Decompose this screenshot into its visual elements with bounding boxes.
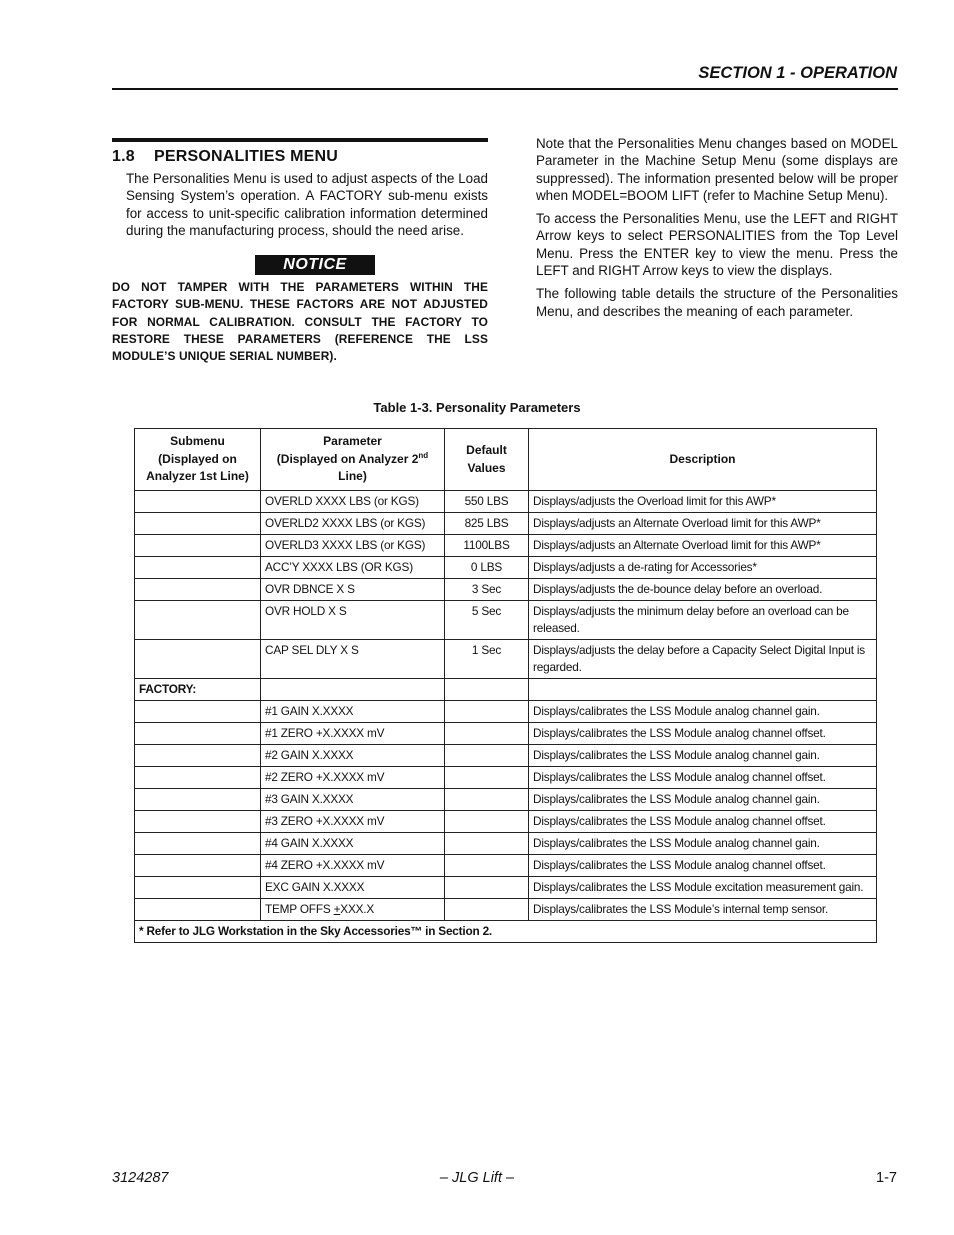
plus-minus-symbol: + xyxy=(333,902,341,916)
cell-submenu xyxy=(135,899,261,921)
footer-brand: – JLG Lift – xyxy=(439,1170,515,1186)
notice-banner xyxy=(112,255,488,275)
cell-description: Displays/adjusts the minimum delay before an overload can be released. xyxy=(529,601,877,640)
section-title xyxy=(112,148,488,166)
header-default: Default Values xyxy=(445,429,529,491)
cell-default: 1 Sec xyxy=(445,640,529,679)
right-paragraph: Note that the Personalities Menu changes based on MODEL Parameter in the Machine Setup Menu (some displays are suppressed). The information presented below will be proper when MODEL=BOOM LIFT (refer to Machine Setup Menu). xyxy=(536,136,898,203)
cell-submenu xyxy=(135,767,261,789)
cell-parameter xyxy=(261,679,445,701)
cell-parameter: #2 GAIN X.XXXX xyxy=(261,745,445,767)
cell-default: 5 Sec xyxy=(445,601,529,640)
cell-default xyxy=(445,745,529,767)
notice-text: DO NOT TAMPER WITH THE PARAMETERS WITHIN THE FACTORY SUB-MENU. THESE FACTORS ARE NOT ADJUSTED FOR NORMAL CALIBRATION. CONSULT THE FACTORY TO RESTORE THESE PARAMETERS (REFERENCE THE LSS MODULE’S UNIQUE SERIAL NUMBER). xyxy=(112,280,488,363)
cell-default xyxy=(445,855,529,877)
cell-description: Displays/calibrates the LSS Module analog channel gain. xyxy=(529,789,877,811)
table-row xyxy=(135,789,877,811)
cell-description: Displays/adjusts the delay before a Capacity Select Digital Input is regarded. xyxy=(529,640,877,679)
cell-submenu xyxy=(135,855,261,877)
table-row xyxy=(135,601,877,640)
left-column xyxy=(112,138,488,365)
cell-description: Displays/calibrates the LSS Module analog channel gain. xyxy=(529,701,877,723)
right-paragraph: To access the Personalities Menu, use the LEFT and RIGHT Arrow keys to select PERSONALITIES from the Top Level Menu. Press the ENTER key to view the menu. Press the LEFT and RIGHT Arrow keys to view the displays. xyxy=(536,211,898,279)
cell-default xyxy=(445,679,529,701)
cell-parameter: #1 GAIN X.XXXX xyxy=(261,701,445,723)
cell-submenu xyxy=(135,745,261,767)
cell-description: Displays/adjusts the Overload limit for this AWP* xyxy=(529,491,877,513)
cell-description: Displays/adjusts the de-bounce delay before an overload. xyxy=(529,579,877,601)
cell-parameter: OVR DBNCE X S xyxy=(261,579,445,601)
table-row xyxy=(135,723,877,745)
cell-description: Displays/adjusts an Alternate Overload limit for this AWP* xyxy=(529,513,877,535)
table-row xyxy=(135,811,877,833)
cell-submenu xyxy=(135,723,261,745)
header-description: Description xyxy=(529,429,877,491)
footer-doc-number: 3124287 xyxy=(112,1170,169,1186)
notice-badge: NOTICE xyxy=(255,255,374,275)
section-title-rule xyxy=(112,138,488,142)
cell-submenu xyxy=(135,833,261,855)
cell-default xyxy=(445,877,529,899)
header-parameter-line2: (Displayed on Analyzer 2 xyxy=(276,451,419,466)
section-header: SECTION 1 - OPERATION xyxy=(698,64,897,82)
table-row xyxy=(135,491,877,513)
table-row xyxy=(135,877,877,899)
cell-description: Displays/calibrates the LSS Module analog channel offset. xyxy=(529,767,877,789)
section-number: 1.8 xyxy=(112,148,135,165)
table-row xyxy=(135,513,877,535)
cell-default: 1100LBS xyxy=(445,535,529,557)
cell-default: 825 LBS xyxy=(445,513,529,535)
cell-description: Displays/calibrates the LSS Module analog channel offset. xyxy=(529,723,877,745)
cell-parameter: #4 GAIN X.XXXX xyxy=(261,833,445,855)
cell-parameter: CAP SEL DLY X S xyxy=(261,640,445,679)
cell-parameter: OVERLD3 XXXX LBS (or KGS) xyxy=(261,535,445,557)
cell-parameter: ACC’Y XXXX LBS (OR KGS) xyxy=(261,557,445,579)
cell-parameter: #2 ZERO +X.XXXX mV xyxy=(261,767,445,789)
cell-default xyxy=(445,833,529,855)
cell-description: Displays/adjusts a de-rating for Accessories* xyxy=(529,557,877,579)
cell-default: 0 LBS xyxy=(445,557,529,579)
table-row xyxy=(135,833,877,855)
cell-parameter: #3 ZERO +X.XXXX mV xyxy=(261,811,445,833)
table-row xyxy=(135,557,877,579)
table-row xyxy=(135,745,877,767)
cell-parameter: #1 ZERO +X.XXXX mV xyxy=(261,723,445,745)
cell-parameter: #3 GAIN X.XXXX xyxy=(261,789,445,811)
cell-description: Displays/adjusts an Alternate Overload limit for this AWP* xyxy=(529,535,877,557)
table-caption: Table 1-3. Personality Parameters xyxy=(373,400,581,415)
cell-default xyxy=(445,811,529,833)
cell-description: Displays/calibrates the LSS Module excitation measurement gain. xyxy=(529,877,877,899)
cell-submenu xyxy=(135,513,261,535)
cell-default xyxy=(445,899,529,921)
table-row xyxy=(135,855,877,877)
cell-parameter xyxy=(261,899,445,921)
table-row xyxy=(135,701,877,723)
table-row xyxy=(135,535,877,557)
table-row-factory xyxy=(135,679,877,701)
cell-description: Displays/calibrates the LSS Module’s internal temp sensor. xyxy=(529,899,877,921)
right-column xyxy=(536,135,898,326)
cell-description xyxy=(529,679,877,701)
cell-description: Displays/calibrates the LSS Module analog channel offset. xyxy=(529,855,877,877)
cell-submenu xyxy=(135,640,261,679)
cell-default: 3 Sec xyxy=(445,579,529,601)
cell-description: Displays/calibrates the LSS Module analog channel offset. xyxy=(529,811,877,833)
cell-submenu xyxy=(135,557,261,579)
cell-parameter: #4 ZERO +X.XXXX mV xyxy=(261,855,445,877)
header-parameter-line3: Line) xyxy=(338,469,367,484)
table-row-temp xyxy=(135,899,877,921)
footer-page-number: 1-7 xyxy=(876,1170,897,1186)
cell-default xyxy=(445,767,529,789)
cell-submenu xyxy=(135,491,261,513)
cell-parameter: OVERLD XXXX LBS (or KGS) xyxy=(261,491,445,513)
header-rule xyxy=(112,88,898,90)
cell-submenu xyxy=(135,789,261,811)
header-parameter-line1: Parameter xyxy=(323,434,382,449)
cell-submenu xyxy=(135,811,261,833)
temp-param-suffix: XXX.X xyxy=(340,902,375,916)
cell-submenu xyxy=(135,701,261,723)
table-footnote-row xyxy=(135,921,877,943)
table-header-row xyxy=(135,429,877,491)
header-parameter-sup: nd xyxy=(418,450,429,460)
cell-default: 550 LBS xyxy=(445,491,529,513)
cell-default xyxy=(445,701,529,723)
right-paragraph: The following table details the structure of the Personalities Menu, and describes the meaning of each parameter. xyxy=(536,286,898,319)
cell-description: Displays/calibrates the LSS Module analog channel gain. xyxy=(529,833,877,855)
header-submenu: Submenu (Displayed on Analyzer 1st Line) xyxy=(135,429,261,491)
cell-submenu-factory: FACTORY: xyxy=(135,679,261,701)
personality-parameters-table xyxy=(134,428,877,943)
cell-submenu xyxy=(135,579,261,601)
cell-parameter: OVR HOLD X S xyxy=(261,601,445,640)
temp-param-prefix: TEMP OFFS xyxy=(265,902,334,916)
cell-default xyxy=(445,789,529,811)
table-row xyxy=(135,640,877,679)
cell-submenu xyxy=(135,601,261,640)
table-footnote: * Refer to JLG Workstation in the Sky Accessories™ in Section 2. xyxy=(135,921,877,943)
section-title-text: PERSONALITIES MENU xyxy=(154,148,339,165)
cell-description: Displays/calibrates the LSS Module analog channel gain. xyxy=(529,745,877,767)
cell-parameter: EXC GAIN X.XXXX xyxy=(261,877,445,899)
table-row xyxy=(135,579,877,601)
cell-submenu xyxy=(135,535,261,557)
cell-default xyxy=(445,723,529,745)
table-row xyxy=(135,767,877,789)
cell-parameter: OVERLD2 XXXX LBS (or KGS) xyxy=(261,513,445,535)
header-parameter xyxy=(261,429,445,491)
cell-submenu xyxy=(135,877,261,899)
intro-paragraph: The Personalities Menu is used to adjust aspects of the Load Sensing System’s operation. A FACTORY sub-menu exists for access to unit-specific calibration information determined during the manufacturing process, should the need arise. xyxy=(126,171,488,238)
